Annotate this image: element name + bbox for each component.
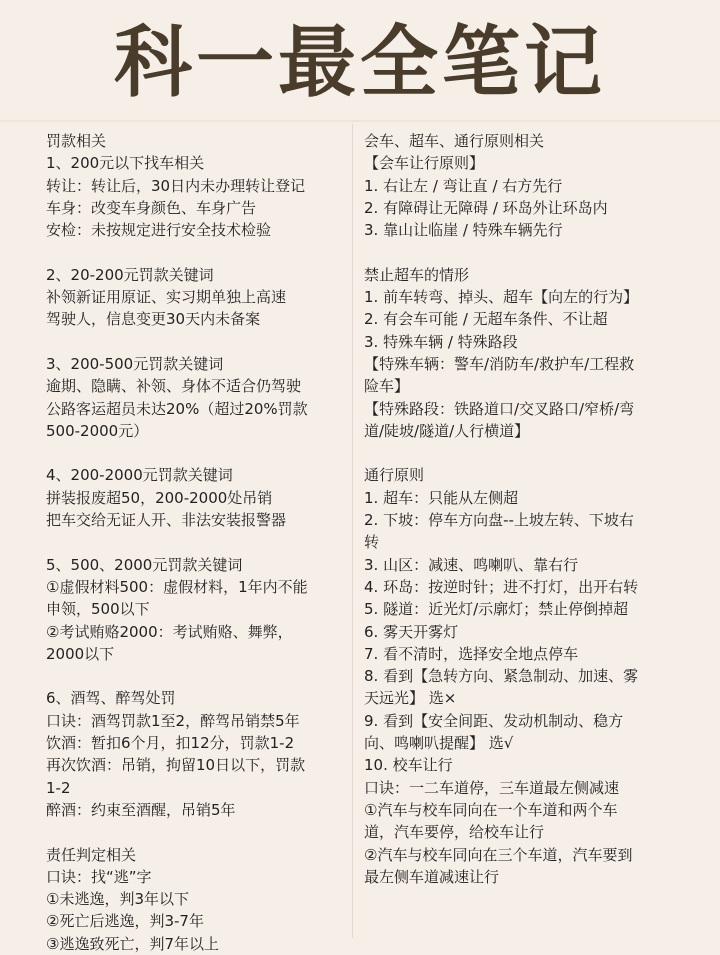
note-line: 2000以下: [46, 644, 115, 663]
note-line: 3. 靠山让临崖 / 特殊车辆先行: [364, 221, 563, 240]
note-line: 转: [364, 533, 380, 552]
note-line: ①未逃逸，判3年以下: [46, 890, 189, 909]
note-line: 口诀：找“逃”字: [46, 867, 152, 886]
note-line: 口诀：酒驾罚款1至2，醉驾吊销禁5年: [46, 711, 300, 730]
note-line: 醉酒：约束至酒醒，吊销5年: [46, 800, 236, 819]
note-line: 道，汽车要停，给校车让行: [364, 823, 545, 842]
blank-line: [46, 241, 386, 263]
note-line: ②死亡后逃逸，判3-7年: [46, 912, 204, 931]
note-line: 会车、超车、通行原则相关: [364, 132, 545, 150]
left-column: [46, 130, 386, 955]
note-line: ①虚假材料500：虚假材料，1年内不能: [46, 577, 308, 596]
note-line: 3、200-500元罚款关键词: [46, 354, 224, 373]
note-line: 1. 前车转弯、掉头、超车【向左的行为】: [364, 288, 639, 307]
note-line: 4. 环岛：按逆时针；进不打灯，出开右转: [364, 577, 639, 596]
note-line: 1-2: [46, 778, 71, 797]
note-line: ①汽车与校车同向在一个车道和两个车: [364, 800, 618, 819]
blank-line: [46, 531, 386, 553]
note-line: 天远光】 选×: [364, 689, 457, 708]
note-line: 道/陡坡/隧道/人行横道】: [364, 421, 530, 440]
note-line: 【会车让行原则】: [364, 154, 485, 173]
note-line: 通行原则: [364, 466, 425, 485]
note-line: 拼装报废超50，200-2000处吊销: [46, 488, 273, 507]
note-line: 责任判定相关: [46, 845, 137, 864]
note-line: 驾驶人，信息变更30天内未备案: [46, 310, 261, 329]
note-line: 2、20-200元罚款关键词: [46, 265, 214, 284]
note-line: 再次饮酒：吊销，拘留10日以下，罚款: [46, 756, 306, 775]
note-line: 10. 校车让行: [364, 756, 453, 775]
note-line: 8. 看到【急转方向、紧急制动、加速、雾: [364, 667, 639, 686]
note-line: 安检：未按规定进行安全技术检验: [46, 221, 272, 240]
note-line: 1. 超车：只能从左侧超: [364, 488, 519, 507]
blank-line: [46, 821, 386, 843]
note-line: 2. 有会车可能 / 无超车条件、不让超: [364, 310, 608, 329]
note-line: 3. 特殊车辆 / 特殊路段: [364, 332, 518, 351]
note-line: 车身：改变车身颜色、车身广告: [46, 198, 257, 217]
note-line: ③逃逸致死亡，判7年以上: [46, 934, 219, 953]
note-line: 【特殊路段：铁路道口/交叉路口/窄桥/弯: [364, 399, 635, 418]
note-line: 6、酒驾、醉驾处罚: [46, 689, 176, 708]
note-line: 500-2000元）: [46, 421, 149, 440]
note-line: 申领，500以下: [46, 600, 150, 619]
blank-line: [364, 241, 694, 263]
title-divider: [0, 120, 720, 122]
note-line: 饮酒：暂扣6个月，扣12分，罚款1-2: [46, 734, 295, 753]
blank-line: [364, 442, 694, 464]
note-line: 4、200-2000元罚款关键词: [46, 466, 233, 485]
note-line: 9. 看到【安全间距、发动机制动、稳方: [364, 711, 624, 730]
note-line: 6. 雾天开雾灯: [364, 622, 459, 641]
note-line: 险车】: [364, 377, 410, 396]
note-line: 口诀：一二车道停，三车道最左侧减速: [364, 778, 620, 797]
note-line: 2. 有障碍让无障碍 / 环岛外让环岛内: [364, 198, 608, 217]
blank-line: [46, 665, 386, 687]
blank-line: [46, 331, 386, 353]
note-line: 向、鸣喇叭提醒】 选√: [364, 734, 514, 753]
note-line: 最左侧车道减速让行: [364, 867, 500, 886]
note-line: 5. 隧道：近光灯/示廓灯；禁止停倒掉超: [364, 600, 629, 619]
note-line: 5、500、2000元罚款关键词: [46, 555, 243, 574]
note-line: 逾期、隐瞒、补领、身体不适合仍驾驶: [46, 377, 302, 396]
note-line: ②考试贿赂2000：考试贿赂、舞弊，: [46, 622, 293, 641]
note-line: 禁止超车的情形: [364, 265, 470, 284]
note-line: 【特殊车辆：警车/消防车/救护车/工程救: [364, 354, 635, 373]
note-line: ②汽车与校车同向在三个车道，汽车要到: [364, 845, 633, 864]
note-line: 把车交给无证人开、非法安装报警器: [46, 511, 287, 530]
note-line: 3. 山区：减速、鸣喇叭、靠右行: [364, 555, 579, 574]
note-line: 1. 右让左 / 弯让直 / 右方先行: [364, 176, 563, 195]
note-line: 公路客运超员未达20%（超过20%罚款: [46, 399, 308, 418]
note-line: 补领新证用原证、实习期单独上高速: [46, 288, 287, 307]
page-title: 科一最全笔记: [113, 18, 606, 108]
note-line: 7. 看不清时，选择安全地点停车: [364, 644, 579, 663]
note-line: 1、200元以下找车相关: [46, 154, 205, 173]
note-line: 2. 下坡：停车方向盘--上坡左转、下坡右: [364, 511, 634, 530]
note-line: 罚款相关: [46, 132, 107, 150]
note-line: 转让：转让后，30日内未办理转让登记: [46, 176, 306, 195]
right-column: [364, 130, 694, 888]
blank-line: [46, 442, 386, 464]
